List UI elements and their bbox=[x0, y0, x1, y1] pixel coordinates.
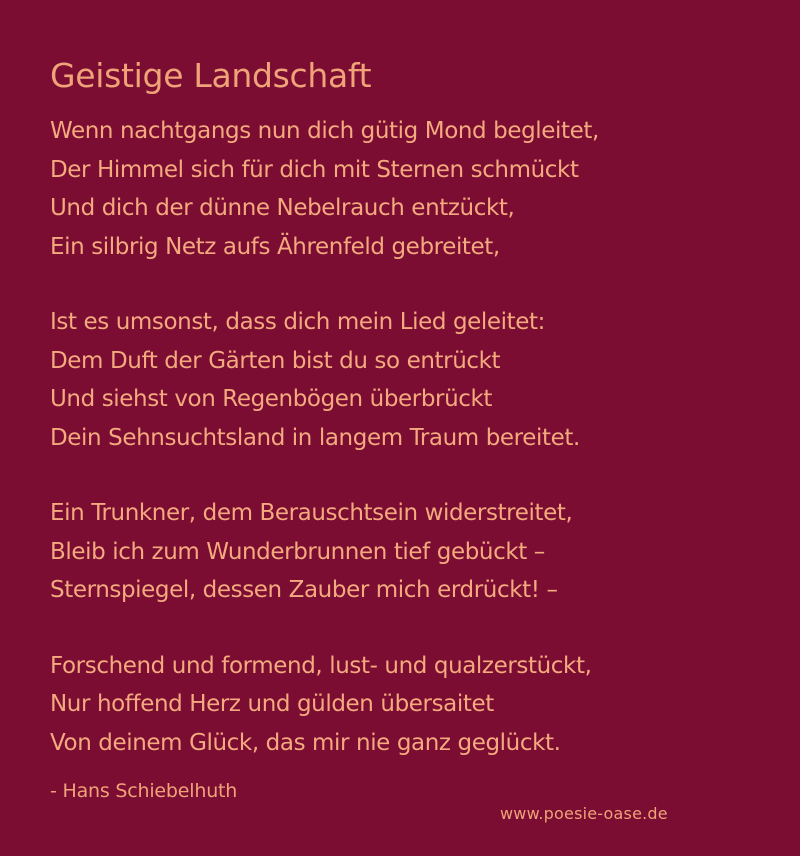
stanza-3 bbox=[50, 494, 770, 610]
poem-line: Von deinem Glück, das mir nie ganz geglückt. bbox=[50, 729, 561, 756]
poem-line: Bleib ich zum Wunderbrunnen tief gebückt – bbox=[50, 538, 545, 565]
poem-line: Und dich der dünne Nebelrauch entzückt, bbox=[50, 195, 515, 221]
poem-line: Der Himmel sich für dich mit Sternen schmückt bbox=[50, 156, 579, 183]
stanza-2 bbox=[50, 303, 770, 457]
poem-line: Wenn nachtgangs nun dich gütig Mond begleitet, bbox=[50, 118, 599, 144]
poem-author: - Hans Schiebelhuth bbox=[50, 780, 238, 802]
website-credit: www.poesie-oase.de bbox=[500, 804, 668, 823]
poem-title: Geistige Landschaft bbox=[50, 56, 372, 95]
stanza-1 bbox=[50, 112, 770, 266]
poem-line: Und siehst von Regenbögen überbrückt bbox=[50, 386, 493, 412]
poem-line: Sternspiegel, dessen Zauber mich erdrückt! – bbox=[50, 577, 558, 603]
stanza-4 bbox=[50, 647, 770, 763]
poem-line: Nur hoffend Herz und gülden übersaitet bbox=[50, 691, 494, 717]
poem-line: Dem Duft der Gärten bist du so entrückt bbox=[50, 347, 501, 374]
poem-line: Ein silbrig Netz aufs Ährenfeld gebreitet, bbox=[50, 233, 500, 260]
poem-line: Forschend und formend, lust- und qualzerstückt, bbox=[50, 652, 592, 679]
poem-body bbox=[50, 112, 770, 799]
poem-line: Ein Trunkner, dem Berauschtsein widerstreitet, bbox=[50, 500, 573, 526]
poem-line: Dein Sehnsuchtsland in langem Traum bereitet. bbox=[50, 424, 580, 451]
poem-line: Ist es umsonst, dass dich mein Lied geleitet: bbox=[50, 309, 545, 335]
